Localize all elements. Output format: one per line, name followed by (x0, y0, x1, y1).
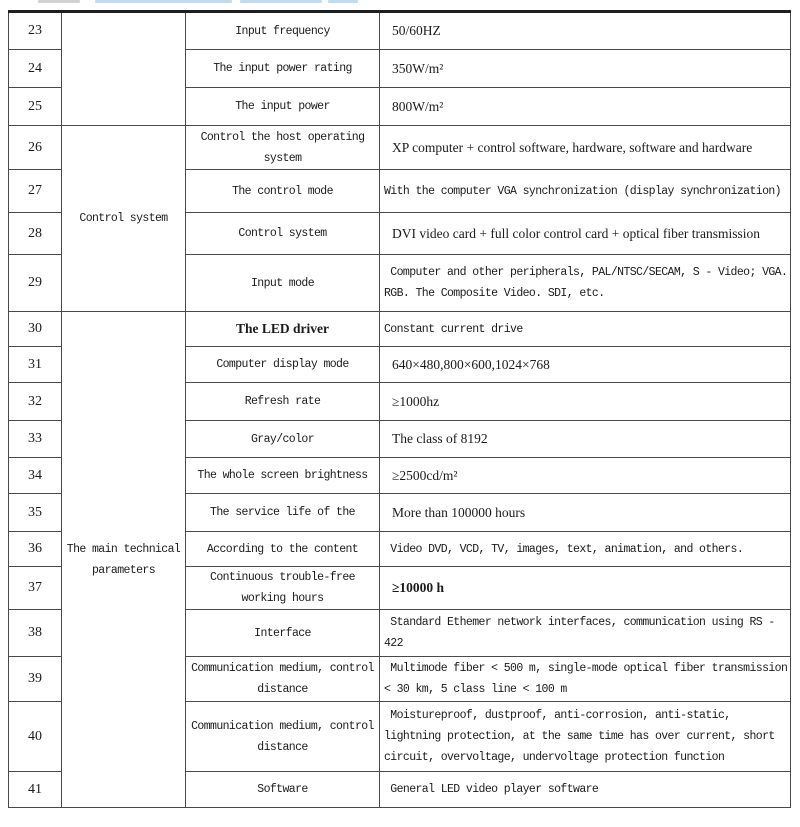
row-number-cell: 38 (9, 610, 62, 657)
row-number-cell: 35 (9, 494, 62, 532)
cell-text-line: Computer display mode (216, 358, 349, 371)
cell-text-line: ≥1000hz (392, 393, 440, 409)
category-cell (62, 312, 186, 808)
cell-text-line: working hours (241, 592, 324, 605)
cell-text-line: The control mode (232, 184, 333, 198)
parameter-cell (186, 126, 380, 170)
cell-text-line: ≥10000 h (392, 580, 445, 595)
row-number-cell: 41 (9, 772, 62, 808)
cell-text-line: XP computer + control software, hardware, software and hardware (392, 139, 753, 155)
value-cell (380, 702, 791, 772)
cell-text-line: DVI video card + full color control card + optical fiber transmission (392, 225, 760, 241)
cell-text-line: The service life of the (210, 506, 355, 519)
parameter-cell (186, 702, 380, 772)
parameter-cell (186, 532, 380, 567)
value-cell (380, 255, 791, 312)
cell-text-line: The LED driver (236, 321, 329, 336)
value-cell (380, 312, 791, 347)
row-number-cell: 30 (9, 312, 62, 347)
cell-text-line: Refresh rate (244, 395, 321, 408)
cell-text-line: Computer and other peripherals, PAL/NTSC/SECAM, S - Video; VGA. (384, 266, 788, 279)
value-cell (380, 383, 791, 421)
parameter-cell (186, 170, 380, 213)
cell-text-line: Input frequency (235, 24, 330, 38)
row-number-cell: 36 (9, 532, 62, 567)
value-cell (380, 657, 791, 702)
parameter-cell (186, 772, 380, 808)
value-cell (380, 347, 791, 383)
cell-text-line: Standard Ethemer network interfaces, communication using RS - (384, 616, 775, 629)
cell-text-line: lightning protection, at the same time has over current, short (384, 730, 775, 743)
row-number-cell: 25 (9, 88, 62, 126)
parameter-cell (186, 610, 380, 657)
cell-text-line: General LED video player software (384, 783, 599, 796)
cell-text-line: 50/60HZ (392, 23, 441, 38)
cell-text-line: The main technical (66, 542, 181, 556)
row-number-cell: 37 (9, 567, 62, 610)
table-row (9, 312, 791, 347)
cell-text-line: 422 (384, 637, 403, 650)
cell-text-line: ≥2500cd/m² (392, 467, 458, 483)
cell-text-line: Video DVD, VCD, TV, images, text, animation, and others. (384, 542, 744, 556)
clipped-text-segment (38, 0, 80, 3)
value-cell (380, 126, 791, 170)
category-cell (62, 12, 186, 126)
value-cell (380, 50, 791, 88)
row-number-cell: 39 (9, 657, 62, 702)
cell-text-line: Communication medium, control (191, 662, 374, 675)
parameter-cell (186, 657, 380, 702)
cell-text-line: parameters (91, 563, 155, 577)
cell-text-line: Multimode fiber < 500 m, single-mode optical fiber transmission (384, 662, 788, 675)
cell-text-line: Moistureproof, dustproof, anti-corrosion, anti-static, (384, 709, 731, 722)
cell-text-line: With the computer VGA synchronization (display synchronization) (384, 184, 781, 198)
clipped-text-segment (240, 0, 322, 3)
row-number-cell: 33 (9, 421, 62, 458)
cell-text-line: Continuous trouble-free (210, 571, 355, 584)
row-number-cell: 24 (9, 50, 62, 88)
cell-text-line: RGB. The Composite Video. SDI, etc. (384, 287, 605, 300)
table-row (9, 12, 791, 50)
value-cell (380, 494, 791, 532)
cell-text-line: Gray/color (250, 432, 314, 446)
row-number-cell: 34 (9, 458, 62, 494)
cell-text-line: 640×480,800×600,1024×768 (392, 356, 550, 372)
value-cell (380, 170, 791, 213)
cell-text-line: More than 100000 hours (392, 504, 526, 520)
cell-text-line: distance (257, 683, 308, 696)
cell-text-line: distance (257, 740, 308, 754)
cell-text-line: Control system (238, 227, 327, 240)
parameter-cell (186, 213, 380, 255)
value-cell (380, 421, 791, 458)
clipped-text-segment (95, 0, 232, 3)
parameter-cell (186, 347, 380, 383)
parameter-cell (186, 383, 380, 421)
spec-table (8, 10, 791, 808)
cell-text-line: Communication medium, control (191, 719, 374, 733)
parameter-cell (186, 494, 380, 532)
parameter-cell (186, 421, 380, 458)
cell-text-line: The input power rating (213, 62, 352, 75)
cell-text-line: According to the content (206, 542, 359, 556)
clipped-text-segment (328, 0, 358, 3)
cell-text-line: 800W/m² (392, 98, 444, 114)
cell-text-line: < 30 km, 5 class line < 100 m (384, 683, 567, 696)
row-number-cell: 32 (9, 383, 62, 421)
parameter-cell (186, 458, 380, 494)
row-number-cell: 28 (9, 213, 62, 255)
cell-text-line: Constant current drive (384, 322, 523, 336)
cell-text-line: Control the host operating (200, 130, 365, 144)
value-cell (380, 567, 791, 610)
row-number-cell: 26 (9, 126, 62, 170)
parameter-cell (186, 50, 380, 88)
value-cell (380, 458, 791, 494)
value-cell (380, 88, 791, 126)
row-number-cell: 31 (9, 347, 62, 383)
cell-text-line: The whole screen brightness (197, 469, 368, 482)
row-number-cell: 29 (9, 255, 62, 312)
cell-text-line: The input power (235, 100, 330, 113)
value-cell (380, 610, 791, 657)
cell-text-line: Input mode (250, 276, 314, 290)
table-row (9, 126, 791, 170)
cell-text-line: Interface (254, 626, 311, 640)
cell-text-line: Control system (79, 212, 168, 225)
cell-text-line: 350W/m² (392, 60, 444, 76)
cell-text-line: system (263, 151, 302, 165)
cell-text-line: The class of 8192 (392, 431, 488, 446)
row-number-cell: 23 (9, 12, 62, 50)
category-cell (62, 126, 186, 312)
value-cell (380, 772, 791, 808)
value-cell (380, 213, 791, 255)
value-cell (380, 532, 791, 567)
parameter-cell (186, 255, 380, 312)
parameter-cell (186, 12, 380, 50)
value-cell (380, 12, 791, 50)
parameter-cell (186, 312, 380, 347)
cell-text-line: Software (257, 783, 308, 796)
cell-text-line: circuit, overvoltage, undervoltage protection function (384, 751, 725, 764)
parameter-cell (186, 88, 380, 126)
row-number-cell: 27 (9, 170, 62, 213)
row-number-cell: 40 (9, 702, 62, 772)
parameter-cell (186, 567, 380, 610)
